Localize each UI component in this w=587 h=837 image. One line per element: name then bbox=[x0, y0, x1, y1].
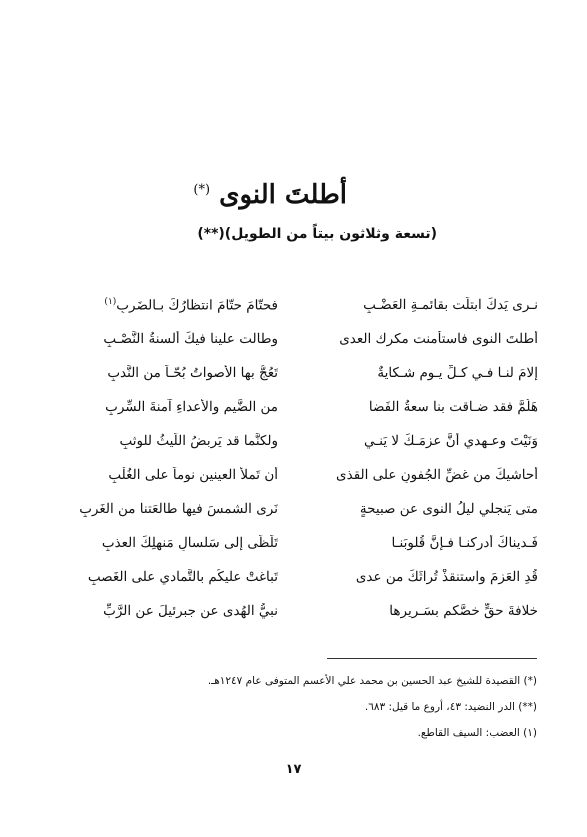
verse-second-hemistich bbox=[50, 297, 278, 314]
verse-first-hemistich: فَـديناكَ أدركنـا فـإنَّ قُلوبَنـا bbox=[391, 535, 538, 551]
verse-second-hemistich: تَباغتْ عليكُم بالتَّمادي على الغَصبِ bbox=[87, 569, 278, 585]
verse-second-hemistich: نبيُّ الهُدى عن جبرئيلَ عن الرَّبِّ bbox=[103, 603, 278, 619]
verse-second-hemistich: أن تَملأَ العينينِ نوماً على الغُلْبِ bbox=[108, 467, 278, 483]
verse bbox=[50, 458, 538, 492]
verse bbox=[50, 288, 538, 322]
verse-first-hemistich: أُحاشيكَ من غضِّ الجُفونِ على القذى bbox=[336, 467, 538, 483]
footnote: (*) القصيدة للشيخ عبد الحسين بن محمد علي الأعسم المتوفى عام ١٢٤٧هـ. bbox=[207, 675, 537, 687]
verse bbox=[50, 322, 538, 356]
verse-first-hemistich: إلامَ لنـا فـي كـلِّ يـومٍ شـكايةٌ bbox=[377, 365, 538, 381]
footnote: (**) الدر النضيد: ٤٣، أروع ما قيل: ٦٨٣. bbox=[364, 701, 537, 713]
verse-first-hemistich: متى يَنجلي ليلُ النوى عن صبيحةٍ bbox=[359, 501, 538, 517]
verse-second-hemistich: من الضَّيمِ والأعداءِ آمنةَ السِّربِ bbox=[105, 399, 278, 415]
verse bbox=[50, 424, 538, 458]
verse bbox=[50, 390, 538, 424]
poem-title-text: أطلتَ النوى bbox=[219, 180, 347, 210]
footnote-mark: (١) bbox=[104, 296, 117, 307]
verse-second-hemistich: تَعُجُّ بها الأصواتُ بُحّـاً من النَّدبِ bbox=[107, 365, 278, 381]
verse bbox=[50, 356, 538, 390]
verse-second-hemistich: وطالت علينا فيكَ ألسنةُ النَّصْـبِ bbox=[103, 331, 278, 347]
poem-body bbox=[50, 288, 538, 628]
verse bbox=[50, 560, 538, 594]
verse-first-hemistich: قُدِ العَزمَ واستنقذْ تُراثَكَ من عدى bbox=[355, 569, 538, 585]
verse-second-text: فحتّامَ حتّامَ انتظارُكَ بـالضَربِ bbox=[116, 297, 278, 314]
footnote: (١) العضب: السيف القاطع. bbox=[417, 727, 537, 739]
verse bbox=[50, 594, 538, 628]
page-number: ١٧ bbox=[285, 762, 302, 777]
verse-first-hemistich: نـرى يَدكَ ابتلَّت بقائمـةِ العَضْـبِ bbox=[363, 297, 538, 313]
verse-first-hemistich: خلافةَ حقٍّ خصَّكم بسَـريرِها bbox=[389, 603, 538, 619]
verse bbox=[50, 492, 538, 526]
verse-second-hemistich: نَرى الشمسَ فيها طالعَتنا من الغَربِ bbox=[79, 501, 278, 517]
verse bbox=[50, 526, 538, 560]
footnotes bbox=[49, 668, 537, 746]
poem-title-footnote-mark: (*) bbox=[193, 182, 211, 198]
poem-title bbox=[193, 180, 347, 210]
verse-first-hemistich: وَنَيْتَ وعـهدي أنَّ عزمَـكَ لا يَنـي bbox=[364, 433, 538, 449]
footnote-divider bbox=[327, 658, 537, 659]
verse-second-hemistich: تَلَظّى إلى سَلسالِ مَنهلِكَ العذبِ bbox=[101, 535, 278, 551]
poem-subtitle: (تسعة وثلاثون بيتاً من الطويل)(**) bbox=[197, 226, 437, 242]
verse-first-hemistich: أطلتَ النوى فاستأمنت مكرك العدى bbox=[339, 331, 538, 347]
verse-second-hemistich: ولكنَّما قد يَربضُ اللَّيثُ للوثبِ bbox=[119, 433, 278, 449]
verse-first-hemistich: هَلُمَّ فقد ضـاقت بنا سعةُ الفَضا bbox=[368, 399, 538, 415]
